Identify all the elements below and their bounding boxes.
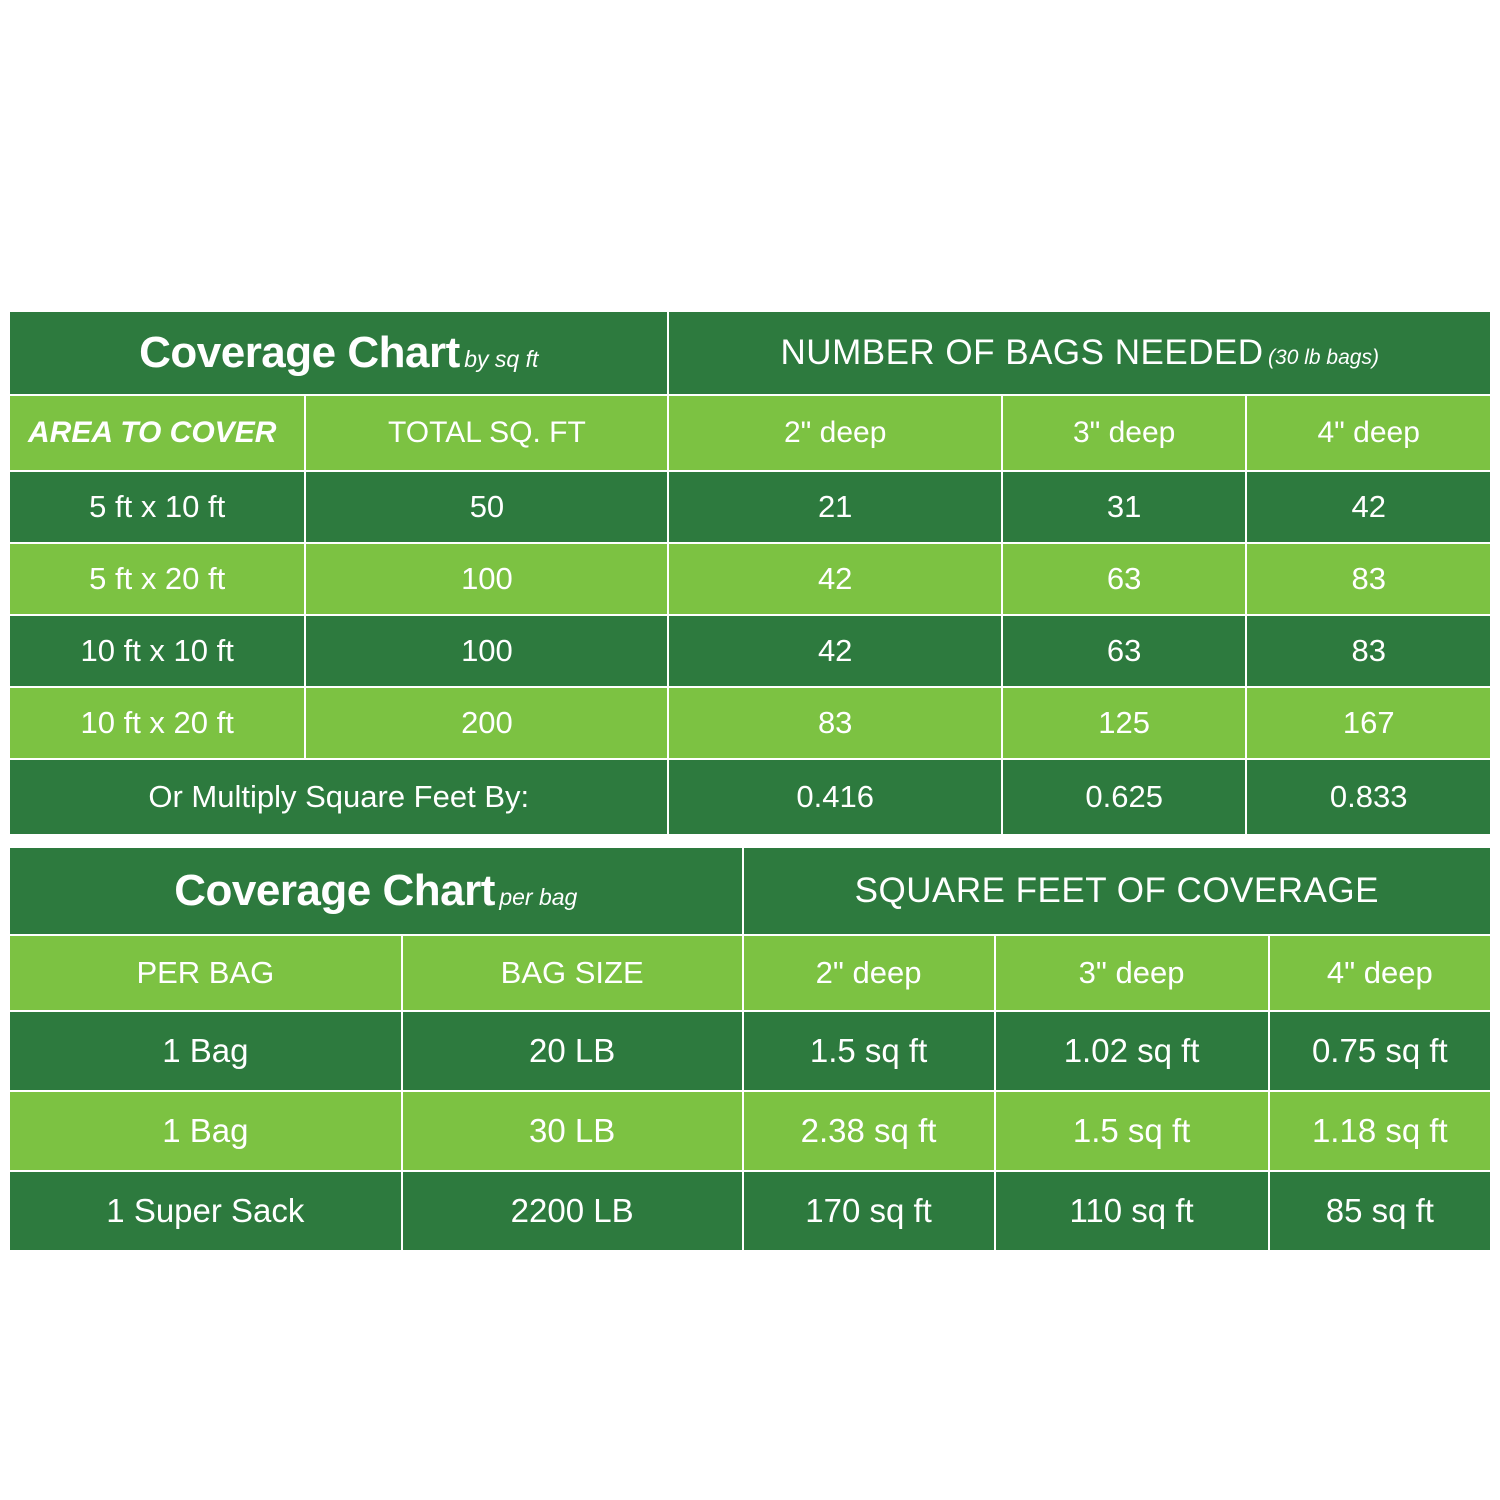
table1-r4-3in: 125 bbox=[1002, 687, 1247, 759]
table2-r3-bag-size: 2200 LB bbox=[402, 1171, 743, 1251]
table1-r1-4in: 42 bbox=[1246, 471, 1491, 543]
table1-multiplier-4in: 0.833 bbox=[1246, 759, 1491, 835]
table1-r4-area: 10 ft x 20 ft bbox=[9, 687, 305, 759]
table2-header-row bbox=[9, 935, 1491, 1011]
table1-col-3in-deep: 3" deep bbox=[1002, 395, 1247, 471]
table2-r1-4in: 0.75 sq ft bbox=[1269, 1011, 1491, 1091]
table2-title-cell bbox=[9, 847, 743, 935]
table1-right-title: NUMBER OF BAGS NEEDED bbox=[780, 333, 1264, 372]
table1-title-row bbox=[9, 311, 1491, 395]
table-row bbox=[9, 1171, 1491, 1251]
table1-r3-area: 10 ft x 10 ft bbox=[9, 615, 305, 687]
table2-col-3in-deep: 3" deep bbox=[995, 935, 1269, 1011]
table2-r2-3in: 1.5 sq ft bbox=[995, 1091, 1269, 1171]
table1-r2-4in: 83 bbox=[1246, 543, 1491, 615]
table2-r2-per-bag: 1 Bag bbox=[9, 1091, 402, 1171]
table1-r4-sqft: 200 bbox=[305, 687, 668, 759]
table1-r3-3in: 63 bbox=[1002, 615, 1247, 687]
table2-r1-per-bag: 1 Bag bbox=[9, 1011, 402, 1091]
table1-r1-sqft: 50 bbox=[305, 471, 668, 543]
table1-r3-sqft: 100 bbox=[305, 615, 668, 687]
table1-r1-area: 5 ft x 10 ft bbox=[9, 471, 305, 543]
table-row bbox=[9, 543, 1491, 615]
table1-multiplier-2in: 0.416 bbox=[668, 759, 1001, 835]
table1-col-4in-deep: 4" deep bbox=[1246, 395, 1491, 471]
table2-r1-bag-size: 20 LB bbox=[402, 1011, 743, 1091]
table1-r3-2in: 42 bbox=[668, 615, 1001, 687]
table-row bbox=[9, 1091, 1491, 1171]
table1-r4-2in: 83 bbox=[668, 687, 1001, 759]
table2-right-title: SQUARE FEET OF COVERAGE bbox=[854, 871, 1379, 910]
table2-col-bag-size: BAG SIZE bbox=[402, 935, 743, 1011]
table1-right-title-cell bbox=[668, 311, 1491, 395]
table1-col-area-to-cover: AREA TO COVER bbox=[9, 395, 305, 471]
table1-right-title-sub: (30 lb bags) bbox=[1268, 346, 1379, 369]
table2-r2-2in: 2.38 sq ft bbox=[743, 1091, 995, 1171]
table1-multiplier-3in: 0.625 bbox=[1002, 759, 1247, 835]
table-row bbox=[9, 615, 1491, 687]
table-row bbox=[9, 471, 1491, 543]
table2-title-sub: per bag bbox=[499, 884, 578, 910]
table1-r2-2in: 42 bbox=[668, 543, 1001, 615]
table1-col-2in-deep: 2" deep bbox=[668, 395, 1001, 471]
table2-right-title-cell bbox=[743, 847, 1491, 935]
table2-col-2in-deep: 2" deep bbox=[743, 935, 995, 1011]
table1-r1-2in: 21 bbox=[668, 471, 1001, 543]
table1-r1-3in: 31 bbox=[1002, 471, 1247, 543]
table2-title-row bbox=[9, 847, 1491, 935]
table-row bbox=[9, 1011, 1491, 1091]
table1-r3-4in: 83 bbox=[1246, 615, 1491, 687]
table1-title-cell bbox=[9, 311, 668, 395]
table1-r2-area: 5 ft x 20 ft bbox=[9, 543, 305, 615]
table1-multiplier-row bbox=[9, 759, 1491, 835]
table2-col-per-bag: PER BAG bbox=[9, 935, 402, 1011]
table2-r1-2in: 1.5 sq ft bbox=[743, 1011, 995, 1091]
table1-title-sub: by sq ft bbox=[464, 346, 539, 372]
table-row bbox=[9, 687, 1491, 759]
table2-r3-3in: 110 sq ft bbox=[995, 1171, 1269, 1251]
table1-header-row bbox=[9, 395, 1491, 471]
table1-title-main: Coverage Chart bbox=[139, 328, 460, 377]
table2-r1-3in: 1.02 sq ft bbox=[995, 1011, 1269, 1091]
coverage-charts-container bbox=[8, 310, 1492, 1252]
table1-r2-3in: 63 bbox=[1002, 543, 1247, 615]
coverage-by-sq-ft-table bbox=[8, 310, 1492, 836]
table2-r3-2in: 170 sq ft bbox=[743, 1171, 995, 1251]
table2-r2-bag-size: 30 LB bbox=[402, 1091, 743, 1171]
table1-col-total-sq-ft: TOTAL SQ. FT bbox=[305, 395, 668, 471]
charts-divider bbox=[8, 836, 1492, 846]
table2-r3-per-bag: 1 Super Sack bbox=[9, 1171, 402, 1251]
table2-col-4in-deep: 4" deep bbox=[1269, 935, 1491, 1011]
table1-multiplier-label: Or Multiply Square Feet By: bbox=[9, 759, 668, 835]
table1-r4-4in: 167 bbox=[1246, 687, 1491, 759]
table1-r2-sqft: 100 bbox=[305, 543, 668, 615]
table2-r2-4in: 1.18 sq ft bbox=[1269, 1091, 1491, 1171]
table2-r3-4in: 85 sq ft bbox=[1269, 1171, 1491, 1251]
coverage-per-bag-table bbox=[8, 846, 1492, 1252]
table2-title-main: Coverage Chart bbox=[174, 866, 495, 915]
